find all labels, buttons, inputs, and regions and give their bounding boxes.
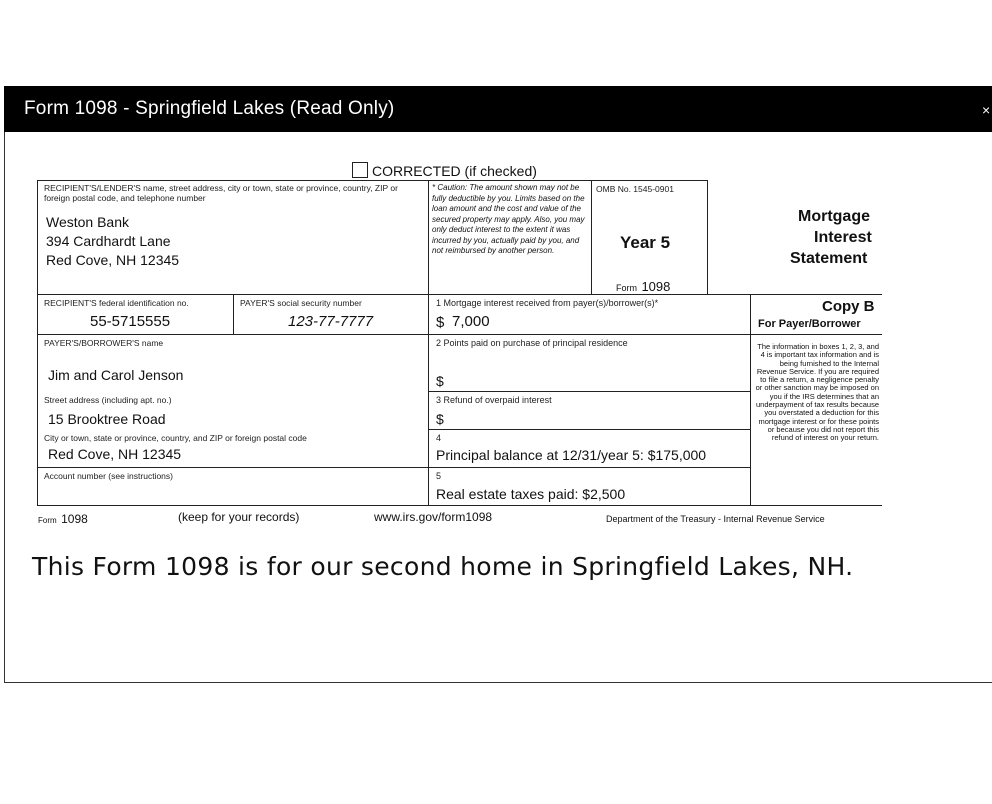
- box1-currency: $: [436, 314, 445, 331]
- recipient-tin-header: RECIPIENT'S federal identification no.: [44, 298, 189, 308]
- footer-keep: (keep for your records): [178, 510, 300, 524]
- account-header: Account number (see instructions): [44, 471, 173, 481]
- form-label: [616, 278, 670, 296]
- side-note: The information in boxes 1, 2, 3, and 4 is important tax information and is being furnished to the Internal Revenue Service. If you are required to file a return, a negligence penalty or other sanction may be imposed on you if the IRS determines that an underpayment of tax results because you overstated a deduction for this mortgage interest or for these points or because you did not report this refund of interest on your return.: [755, 342, 879, 443]
- form-number: 1098: [641, 279, 671, 294]
- title-line3: Statement: [790, 250, 868, 267]
- payer-name: Jim and Carol Jenson: [48, 367, 184, 383]
- payer-ssn: 123-77-7777: [288, 313, 374, 330]
- box5-label: 5: [436, 471, 442, 481]
- box4-value: Principal balance at 12/31/year 5: $175,000: [436, 447, 707, 463]
- city-header: City or town, state or province, country, and ZIP or foreign postal code: [44, 433, 307, 443]
- footer-form: [38, 510, 88, 528]
- corrected-label: CORRECTED (if checked): [372, 163, 537, 179]
- box5-value: Real estate taxes paid: $2,500: [436, 486, 626, 502]
- lender-address: 394 Cardhardt Lane: [46, 233, 171, 249]
- copy-for: For Payer/Borrower: [758, 318, 861, 330]
- box1-value: 7,000: [452, 313, 490, 330]
- lender-name: Weston Bank: [46, 214, 130, 230]
- tax-year: Year 5: [620, 233, 671, 252]
- footer-url: www.irs.gov/form1098: [374, 510, 493, 524]
- street-header: Street address (including apt. no.): [44, 395, 172, 405]
- footer-dept: Department of the Treasury - Internal Revenue Service: [606, 514, 825, 524]
- title-line2: Interest: [814, 229, 872, 246]
- payer-ssn-header: PAYER'S social security number: [240, 298, 362, 308]
- close-icon[interactable]: ×: [982, 102, 991, 118]
- street-address: 15 Brooktree Road: [48, 411, 166, 427]
- handwritten-note: This Form 1098 is for our second home in Springfield Lakes, NH.: [32, 552, 854, 581]
- title-line1: Mortgage: [798, 208, 870, 225]
- copy-label: Copy B: [822, 298, 875, 315]
- box3-label: 3 Refund of overpaid interest: [436, 395, 552, 405]
- footer-form-number: 1098: [61, 512, 88, 526]
- lender-city: Red Cove, NH 12345: [46, 252, 180, 268]
- omb-number: OMB No. 1545-0901: [596, 184, 674, 194]
- recipient-tin: 55-5715555: [90, 313, 171, 330]
- lender-header: RECIPIENT'S/LENDER'S name, street address, city or town, state or province, country, ZIP or foreign postal code, and telephone number: [44, 183, 398, 203]
- box4-label: 4: [436, 433, 442, 443]
- box1-label: 1 Mortgage interest received from payer(s)/borrower(s)*: [436, 298, 659, 308]
- payer-name-header: PAYER'S/BORROWER'S name: [44, 338, 164, 348]
- box2-currency: $: [436, 373, 444, 389]
- box2-label: 2 Points paid on purchase of principal residence: [436, 338, 628, 348]
- footer-form-prefix: Form: [38, 516, 57, 525]
- window-title: Form 1098 - Springfield Lakes (Read Only): [24, 98, 395, 119]
- payer-city: Red Cove, NH 12345: [48, 446, 182, 462]
- box3-currency: $: [436, 411, 444, 427]
- caution-text: * Caution: The amount shown may not be fully deductible by you. Limits based on the loan amount and the cost and value of the secured property may apply. Also, you may only deduct interest to the extent it was incurred by you, actually paid by you, and not reimbursed by another person.: [432, 183, 585, 255]
- corrected-checkbox[interactable]: [352, 162, 368, 178]
- form-prefix: Form: [616, 283, 637, 293]
